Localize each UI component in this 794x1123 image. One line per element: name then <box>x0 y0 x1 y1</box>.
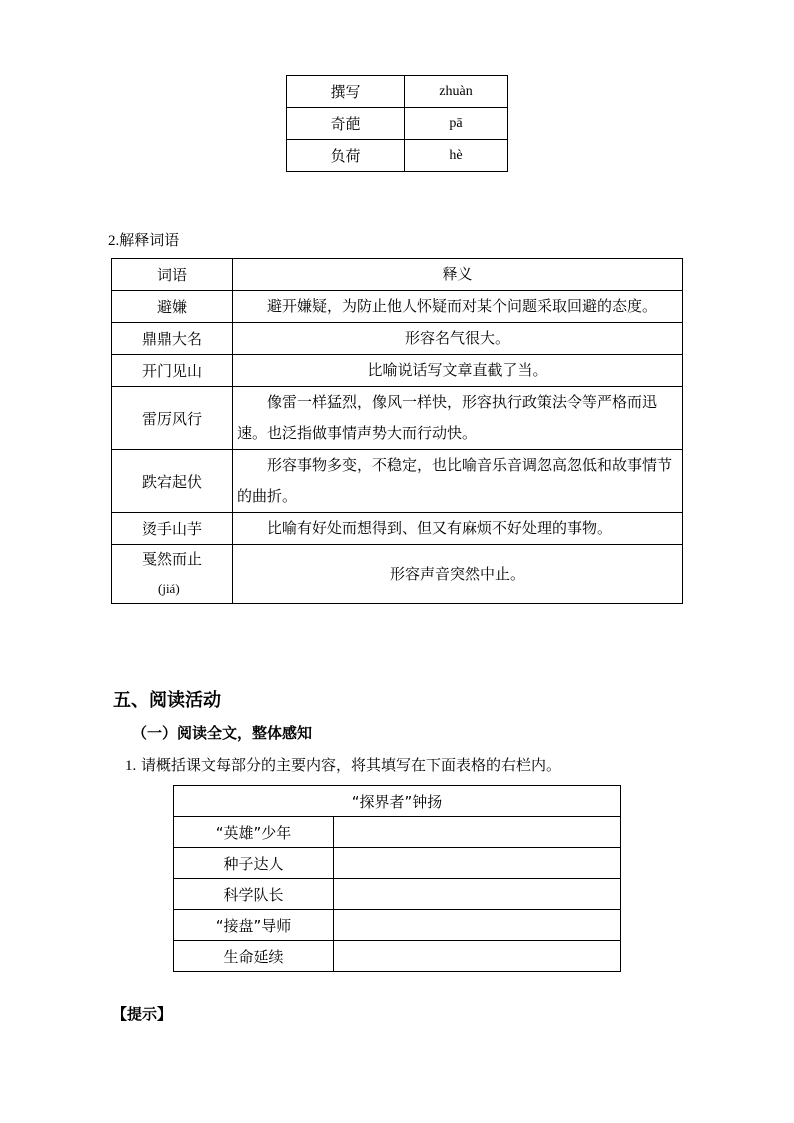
table-row <box>112 450 683 513</box>
term-text: 戛然而止 <box>141 550 202 568</box>
definition-cell: 避开嫌疑，为防止他人怀疑而对某个问题采取回避的态度。 <box>233 291 683 323</box>
word-cell: 负荷 <box>287 140 405 172</box>
header-term: 词语 <box>112 259 233 291</box>
section-2-heading <box>108 229 179 250</box>
question-text: 请概括课文每部分的主要内容，将其填写在下面表格的右栏内。 <box>141 756 562 774</box>
section-title: 解释词语 <box>119 231 180 249</box>
term-cell <box>112 545 233 604</box>
table-row <box>112 323 683 355</box>
definition-cell: 形容名气很大。 <box>233 323 683 355</box>
term-cell: 雷厉风行 <box>112 387 233 450</box>
summary-answer-cell[interactable] <box>334 848 621 879</box>
table-row <box>174 848 621 879</box>
summary-table <box>173 785 621 972</box>
pinyin-cell: zhuàn <box>405 76 508 108</box>
term-pinyin: (jiá) <box>158 581 180 596</box>
table-row <box>112 513 683 545</box>
header-definition: 释义 <box>233 259 683 291</box>
summary-answer-cell[interactable] <box>334 941 621 972</box>
term-cell: 跌宕起伏 <box>112 450 233 513</box>
table-header-row <box>112 259 683 291</box>
definition-cell: 形容事物多变，不稳定，也比喻音乐音调忽高忽低和故事情节的曲折。 <box>233 450 683 513</box>
summary-label: 种子达人 <box>174 848 334 879</box>
question-number: 1. <box>125 758 137 774</box>
definition-cell: 比喻有好处而想得到、但又有麻烦不好处理的事物。 <box>233 513 683 545</box>
summary-header: “探界者”钟扬 <box>174 786 621 817</box>
table-row <box>112 387 683 450</box>
table-row <box>287 140 508 172</box>
term-cell: 鼎鼎大名 <box>112 323 233 355</box>
word-cell: 撰写 <box>287 76 405 108</box>
section-5-subheading: （一）阅读全文，整体感知 <box>132 724 313 742</box>
summary-label: “接盘”导师 <box>174 910 334 941</box>
hint-label: 【提示】 <box>112 1005 173 1023</box>
table-row <box>174 817 621 848</box>
section-5-heading: 五、阅读活动 <box>113 690 221 711</box>
table-row <box>112 355 683 387</box>
term-cell: 开门见山 <box>112 355 233 387</box>
vocab-table <box>111 258 683 604</box>
definition-cell: 像雷一样猛烈，像风一样快，形容执行政策法令等严格而迅速。也泛指做事情声势大而行动快。 <box>233 387 683 450</box>
table-row <box>112 545 683 604</box>
table-row <box>174 910 621 941</box>
table-row <box>174 941 621 972</box>
summary-label: “英雄”少年 <box>174 817 334 848</box>
term-cell: 烫手山芋 <box>112 513 233 545</box>
summary-label: 生命延续 <box>174 941 334 972</box>
definition-cell: 形容声音突然中止。 <box>233 545 683 604</box>
table-row <box>287 108 508 140</box>
word-cell: 奇葩 <box>287 108 405 140</box>
summary-answer-cell[interactable] <box>334 910 621 941</box>
table-row <box>112 291 683 323</box>
pinyin-cell: hè <box>405 140 508 172</box>
term-cell: 避嫌 <box>112 291 233 323</box>
summary-answer-cell[interactable] <box>334 817 621 848</box>
section-number: 2. <box>108 233 120 249</box>
table-row <box>287 76 508 108</box>
table-row <box>174 879 621 910</box>
summary-label: 科学队长 <box>174 879 334 910</box>
question-1 <box>125 754 561 775</box>
table-header-row <box>174 786 621 817</box>
summary-answer-cell[interactable] <box>334 879 621 910</box>
pinyin-table <box>286 75 508 172</box>
definition-cell: 比喻说话写文章直截了当。 <box>233 355 683 387</box>
pinyin-cell: pā <box>405 108 508 140</box>
